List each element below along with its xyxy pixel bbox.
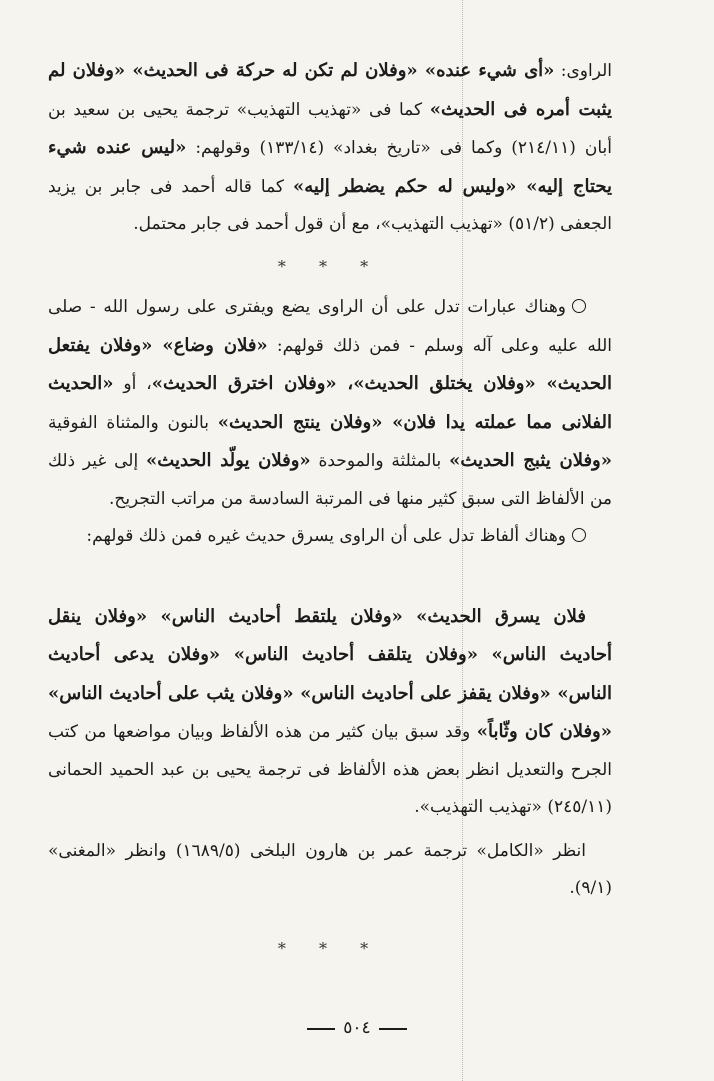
paragraph-theft-intro	[48, 518, 612, 556]
text-run: كما فى «تهذيب التهذيب» ترجمة يحيى بن سعيد بن أبان (٢١٤/١١) وكما فى «تاريخ بغداد» (١٣٣/١٤) وقولهم:	[48, 99, 613, 158]
paragraph-fabrication-text	[48, 297, 612, 509]
page-footer	[0, 1018, 714, 1038]
text-run: وهناك عبارات تدل على أن الراوى يضع ويفترى على رسول الله - صلى الله عليه وعلى آله وسلم - فمن ذلك قولهم:	[48, 297, 612, 356]
separator-stars: * * *	[277, 938, 383, 958]
paragraph-reference: انظر «الكامل» ترجمة عمر بن هارون البلخى (١٦٨٩/٥) وانظر «المغنى» (٩/١).	[48, 840, 612, 898]
footer-dash	[307, 1028, 335, 1030]
circle-bullet-icon	[572, 528, 586, 542]
page-number: ٥٠٤	[343, 1018, 371, 1038]
bold-phrase: «الحديث الفلانى مما عملته يدا فلان» «وفلان ينتج الحديث»	[48, 373, 613, 433]
circle-bullet-icon	[572, 299, 586, 313]
text-run: بالنون والمثناة الفوقية	[48, 412, 218, 433]
footer-dash	[379, 1028, 407, 1030]
bold-phrase: «أى شيء عنده» «وفلان لم تكن له حركة فى الحديث» «وفلان لم يثبت أمره فى الحديث»	[48, 60, 613, 120]
text-run: ، أو	[113, 374, 152, 394]
document-page	[48, 52, 612, 971]
text-run: بالمثلثة والموحدة	[310, 451, 450, 471]
paragraph-fabrication-phrases	[48, 289, 612, 518]
bold-phrase: فلان يسرق الحديث» «وفلان يلتقط أحاديث الناس» «وفلان ينقل أحاديث الناس» «وفلان يتلقف أحاديث الناس» «وفلان يدعى أحاديث الناس» «وفلان يقفز على أحاديث الناس» «وفلان يثب على أحاديث الناس» «وفلان كان وثّاباً»	[48, 605, 612, 742]
paragraph-narrator-phrases	[48, 52, 612, 244]
bold-phrase: «وفلان يثبج الحديث»	[449, 450, 612, 471]
bold-phrase: «فلان وضاع» «وفلان يفتعل الحديث» «وفلان يختلق الحديث»، «وفلان اخترق الحديث»	[48, 334, 612, 394]
paragraph-theft-phrases	[48, 598, 612, 827]
text-run: الراوى:	[554, 61, 612, 81]
text-run: إلى غير ذلك من الألفاظ التى سبق كثير منها فى المرتبة السادسة من مراتب التجريح.	[48, 451, 612, 509]
bold-phrase: «ليس عنده شيء يحتاج إليه» «وليس له حكم يضطر إليه»	[48, 137, 613, 197]
separator-stars: * * *	[277, 256, 383, 276]
text-run: وقد سبق بيان كثير من هذه الألفاظ وبيان مواضعها من كتب الجرح والتعديل انظر بعض هذه الألفاظ فى ترجمة يحيى بن عبد الحميد الحمانى (٢٤٥/١١) «تهذيب التهذيب».	[48, 722, 612, 817]
bold-phrase: «وفلان يولّد الحديث»	[146, 450, 311, 471]
paragraph-theft-intro-text: وهناك ألفاظ تدل على أن الراوى يسرق حديث غيره فمن ذلك قولهم:	[86, 526, 566, 546]
text-run: كما قاله أحمد فى جابر بن يزيد الجعفى (٥١/٢) «تهذيب التهذيب»، مع أن قول أحمد فى جابر محتمل.	[48, 176, 612, 234]
